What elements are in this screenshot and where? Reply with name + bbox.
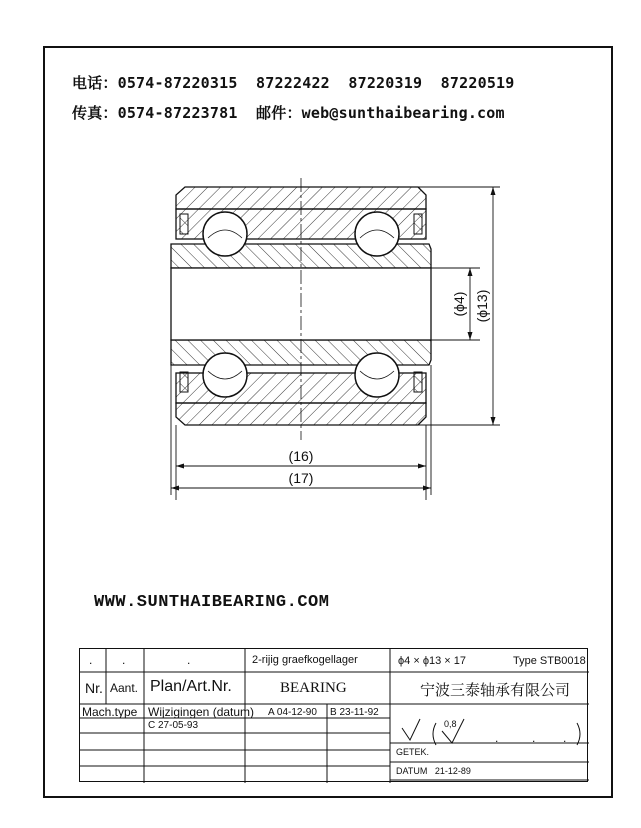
label-aant: Aant.: [110, 681, 139, 695]
cell-dot-1: .: [89, 653, 93, 667]
bearing-dimensions: ϕ4 × ϕ13 × 17: [398, 655, 466, 667]
drawing-date: DATUM 21-12-89: [396, 766, 471, 776]
label-nr: Nr.: [85, 680, 103, 696]
cell-dot-3: .: [187, 653, 191, 667]
revision-c: C 27-05-93: [148, 720, 199, 731]
cell-dot-4: .: [495, 731, 499, 745]
bearing-type: Type STB0018: [513, 655, 586, 667]
cell-dot-2: .: [122, 653, 126, 667]
label-plan-art: Plan/Art.Nr.: [150, 678, 232, 695]
cell-dot-6: .: [563, 731, 567, 745]
contact-phone: 电话：0574-87220315 87222422 87220319 87220519: [72, 74, 515, 92]
revision-b: B 23-11-92: [330, 707, 379, 718]
dim-bore-diameter: (ϕ4): [451, 291, 467, 317]
surface-roughness: 0,8: [444, 719, 457, 729]
dim-inner-width: (16): [288, 448, 314, 464]
dim-outer-width: (17): [288, 470, 314, 486]
website-url: WWW.SUNTHAIBEARING.COM: [94, 593, 330, 612]
label-mach-type: Mach.type: [82, 705, 138, 719]
label-wijzigingen: Wijzigingen (datum): [148, 705, 255, 719]
title-block: [79, 648, 588, 782]
contact-fax-email: 传真：0574-87223781 邮件：web@sunthaibearing.com: [72, 104, 505, 122]
revision-a: A 04-12-90: [268, 707, 317, 718]
label-getek: GETEK.: [396, 747, 430, 757]
part-name: BEARING: [280, 680, 347, 696]
dim-outer-diameter: (ϕ13): [474, 289, 490, 323]
bearing-description: 2-rijig graefkogellager: [252, 654, 358, 666]
company-name: 宁波三泰轴承有限公司: [420, 682, 571, 699]
cell-dot-5: .: [532, 731, 536, 745]
